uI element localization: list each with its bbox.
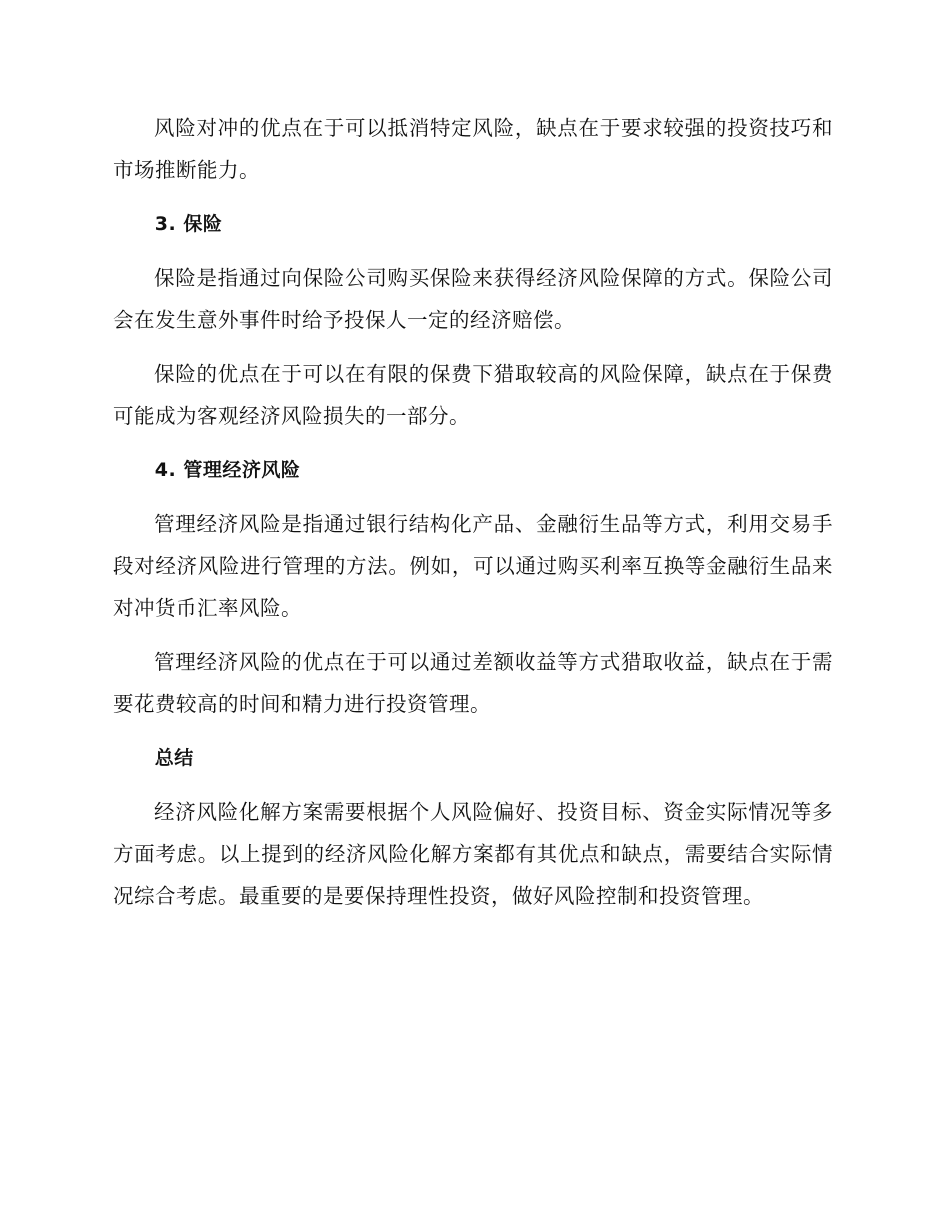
- section-heading-manage-risk: 4. 管理经济风险: [154, 459, 301, 481]
- section-heading-summary: 总结: [154, 747, 194, 769]
- paragraph-manage-risk-pros-cons: 管理经济风险的优点在于可以通过差额收益等方式猎取收益，缺点在于需要花费较高的时间和精力进行投资管理。: [113, 650, 833, 716]
- paragraph-manage-risk-definition: 管理经济风险是指通过银行结构化产品、金融衍生品等方式，利用交易手段对经济风险进行管理的方法。例如，可以通过购买利率互换等金融衍生品来对冲货币汇率风险。: [113, 512, 833, 620]
- paragraph-hedging-pros-cons: 风险对冲的优点在于可以抵消特定风险，缺点在于要求较强的投资技巧和市场推断能力。: [113, 116, 833, 182]
- section-heading-insurance: 3. 保险: [154, 213, 223, 235]
- paragraph-summary: 经济风险化解方案需要根据个人风险偏好、投资目标、资金实际情况等多方面考虑。以上提到的经济风险化解方案都有其优点和缺点，需要结合实际情况综合考虑。最重要的是要保持理性投资，做好风险控制和投资管理。: [113, 800, 833, 908]
- paragraph-insurance-definition: 保险是指通过向保险公司购买保险来获得经济风险保障的方式。保险公司会在发生意外事件时给予投保人一定的经济赔偿。: [113, 266, 833, 332]
- paragraph-insurance-pros-cons: 保险的优点在于可以在有限的保费下猎取较高的风险保障，缺点在于保费可能成为客观经济风险损失的一部分。: [113, 362, 833, 428]
- document-page: [113, 107, 833, 929]
